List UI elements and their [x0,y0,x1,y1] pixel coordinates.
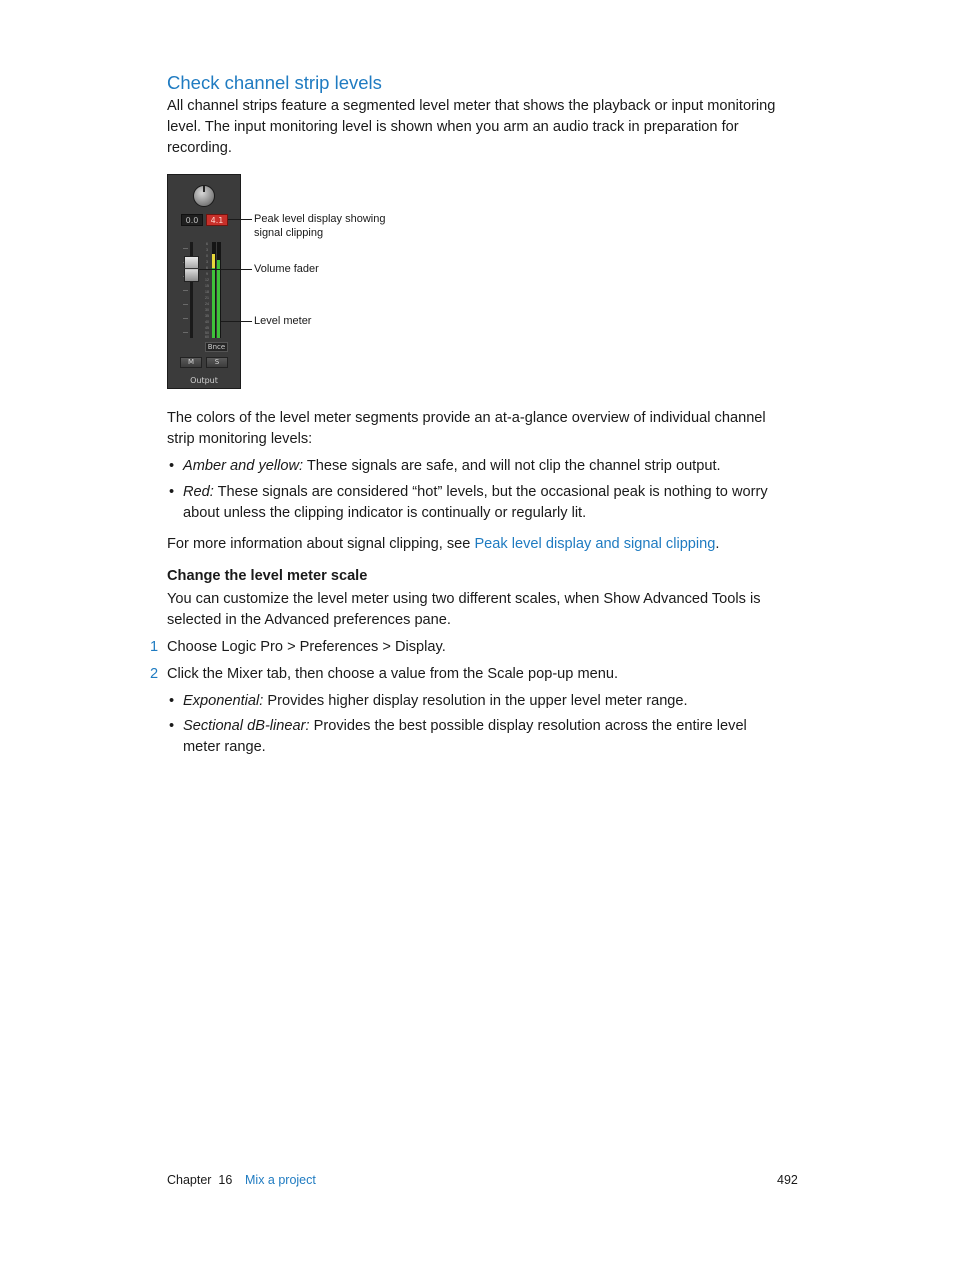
bullet-marker: • [169,693,175,709]
fader-tick [183,318,188,319]
bullet-term: Amber and yellow: [183,458,304,474]
fader-tick [183,248,188,249]
fader-tick [183,304,188,305]
task-intro: You can customize the level meter using two different scales, when Show Advanced Tools is selected in the Advanced preferences pane. [167,591,761,628]
bounce-button[interactable]: Bnce [205,342,228,352]
meter-scale-label: 21 [205,296,209,300]
option-exponential [183,691,783,712]
meter-scale-label: 6 [206,242,208,246]
page-number: 492 [777,1173,798,1187]
volume-fader[interactable] [184,256,199,282]
step-1: Choose Logic Pro > Preferences > Display. [167,639,446,655]
meter-scale-label: 60 [205,335,209,339]
callout-fader: Volume fader [254,263,319,275]
colors-paragraph: The colors of the level meter segments provide an at-a-glance overview of individual channel strip monitoring levels: [167,410,766,447]
bullet-amber-yellow [183,456,783,477]
volume-fader-line [184,268,199,269]
signal-clipping-link[interactable]: Peak level display and signal clipping [474,536,716,552]
meter-segment-green [217,260,220,338]
meter-scale-label: 0 [206,254,208,258]
bullet-marker: • [169,458,175,474]
step-number: 1 [150,639,159,655]
meter-segment-green [212,268,215,338]
intro-paragraph: All channel strips feature a segmented level meter that shows the playback or input monitoring level. The input monitoring level is shown when you arm an audio track in preparation for recording. [167,98,776,156]
option-sectional [183,716,763,758]
fader-tick [183,290,188,291]
more-info-paragraph [167,534,797,555]
peak-level-display[interactable]: 4.1 [206,214,228,226]
meter-scale-label: 30 [205,308,209,312]
meter-scale-label: 18 [205,290,209,294]
meter-scale-label: 40 [205,320,209,324]
more-info-suffix: . [715,536,720,552]
footer-chapter-link[interactable]: Mix a project [245,1173,316,1187]
mute-button[interactable]: M [180,357,202,368]
task-title: Change the level meter scale [167,568,368,584]
callout-line-meter [221,321,252,322]
option-term: Exponential: [183,693,264,709]
meter-scale-label: 6 [206,266,208,270]
meter-scale-label: 3 [206,260,208,264]
callout-meter: Level meter [254,315,312,327]
callout-line-peak [228,219,252,220]
volume-readout[interactable]: 0.0 [181,214,203,226]
meter-scale-label: 12 [205,278,209,282]
section-title: Check channel strip levels [167,72,382,93]
meter-scale-label: 9 [206,272,208,276]
option-term: Sectional dB-linear: [183,718,310,734]
callout-line-fader [199,269,252,270]
step-2: Click the Mixer tab, then choose a value from the Scale pop-up menu. [167,666,619,682]
fader-tick [183,332,188,333]
meter-scale-label: 3 [206,248,208,252]
footer-chapter: Chapter 16 [167,1173,233,1187]
callout-peak: Peak level display showing signal clipping [254,213,386,239]
bullet-marker: • [169,718,175,734]
solo-button[interactable]: S [206,357,228,368]
bullet-marker: • [169,484,175,500]
meter-scale-label: 24 [205,302,209,306]
meter-scale-label: 50 [205,331,209,335]
level-meter-left [212,242,216,338]
meter-scale-label: 35 [205,314,209,318]
bullet-body: These signals are considered “hot” levels, but the occasional peak is nothing to worry about unless the clipping indicator is continually or regularly lit. [183,484,768,521]
more-info-prefix: For more information about signal clipping, see [167,536,475,552]
channel-strip-name[interactable]: Output [190,376,218,385]
meter-scale-label: 15 [205,284,209,288]
bullet-red [183,482,773,524]
meter-segment-yellow [212,254,215,268]
meter-scale [203,242,211,338]
level-meter-right [217,242,221,338]
bullet-body: These signals are safe, and will not clip the channel strip output. [303,458,721,474]
step-number: 2 [150,666,159,682]
option-body: Provides the best possible display resolution across the entire level meter range. [183,718,747,755]
pan-knob-indicator [203,186,205,192]
option-body: Provides higher display resolution in the upper level meter range. [263,693,688,709]
meter-scale-label: 45 [205,326,209,330]
bullet-term: Red: [183,484,214,500]
